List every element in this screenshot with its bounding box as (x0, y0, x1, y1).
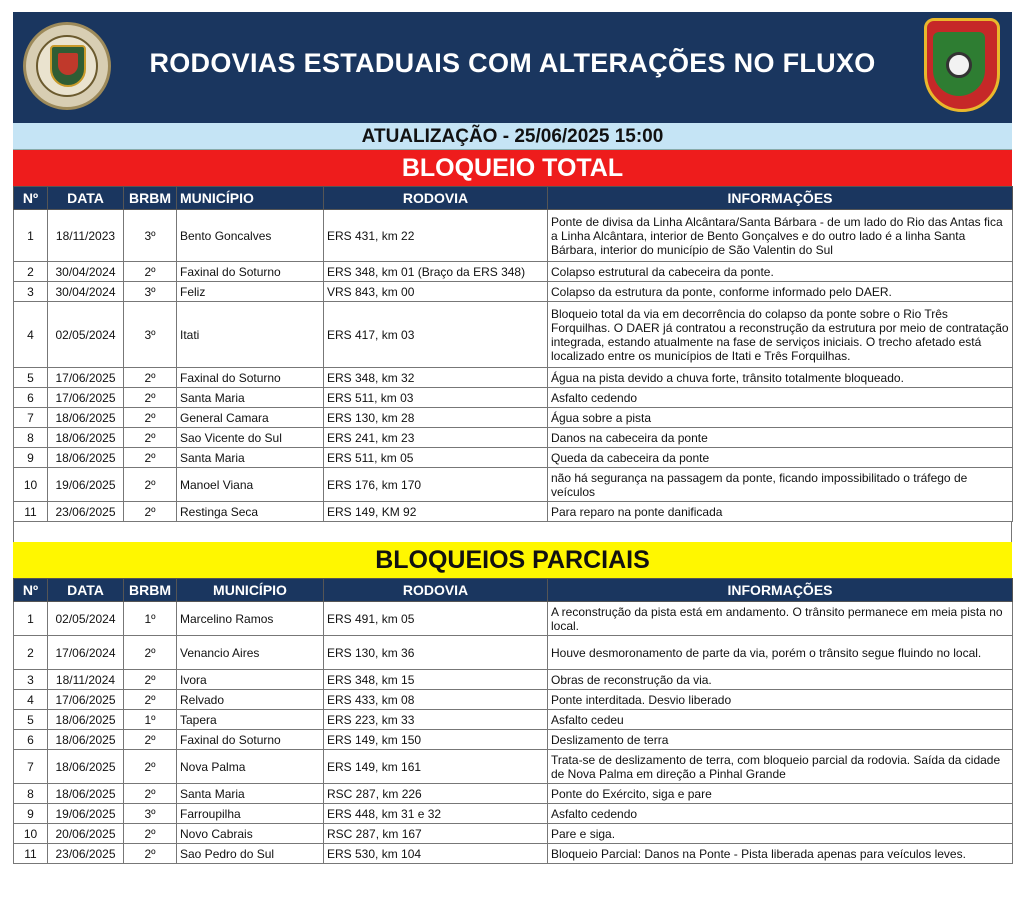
table-row (14, 670, 1013, 690)
row-info: Obras de reconstrução da via. (548, 670, 1013, 690)
table-row (14, 388, 1013, 408)
row-highway: ERS 348, km 01 (Braço da ERS 348) (324, 262, 548, 282)
table-header-row (14, 579, 1013, 602)
col-header-municipality: MUNICÍPIO (177, 579, 324, 602)
row-municipality: Relvado (177, 690, 324, 710)
row-date: 19/06/2025 (48, 468, 124, 502)
row-brbm: 2º (124, 636, 177, 670)
row-brbm: 2º (124, 824, 177, 844)
row-info: Queda da cabeceira da ponte (548, 448, 1013, 468)
col-header-number: Nº (14, 187, 48, 210)
row-number: 2 (14, 262, 48, 282)
row-brbm: 2º (124, 262, 177, 282)
row-municipality: Venancio Aires (177, 636, 324, 670)
row-brbm: 2º (124, 368, 177, 388)
row-info: Trata-se de deslizamento de terra, com bloqueio parcial da rodovia. Saída da cidade de Nova Palma em direção a Pinhal Grande (548, 750, 1013, 784)
table-row (14, 468, 1013, 502)
row-number: 3 (14, 670, 48, 690)
row-highway: ERS 149, km 161 (324, 750, 548, 784)
table-row (14, 302, 1013, 368)
table-row (14, 636, 1013, 670)
row-brbm: 2º (124, 468, 177, 502)
row-number: 8 (14, 784, 48, 804)
row-date: 17/06/2024 (48, 636, 124, 670)
row-brbm: 2º (124, 690, 177, 710)
row-highway: ERS 130, km 28 (324, 408, 548, 428)
row-info: Ponte do Exército, siga e pare (548, 784, 1013, 804)
row-brbm: 2º (124, 408, 177, 428)
row-highway: ERS 491, km 05 (324, 602, 548, 636)
table-row (14, 448, 1013, 468)
update-timestamp: ATUALIZAÇÃO - 25/06/2025 15:00 (13, 123, 1012, 150)
row-brbm: 3º (124, 210, 177, 262)
row-info: Bloqueio Parcial: Danos na Ponte - Pista liberada apenas para veículos leves. (548, 844, 1013, 864)
row-municipality: Marcelino Ramos (177, 602, 324, 636)
row-date: 23/06/2025 (48, 502, 124, 522)
row-brbm: 1º (124, 710, 177, 730)
row-highway: ERS 530, km 104 (324, 844, 548, 864)
row-number: 1 (14, 210, 48, 262)
row-date: 18/11/2023 (48, 210, 124, 262)
row-highway: ERS 511, km 03 (324, 388, 548, 408)
row-number: 8 (14, 428, 48, 448)
col-header-highway: RODOVIA (324, 579, 548, 602)
row-date: 17/06/2025 (48, 690, 124, 710)
row-number: 6 (14, 388, 48, 408)
row-info: Colapso estrutural da cabeceira da ponte. (548, 262, 1013, 282)
table-row (14, 824, 1013, 844)
table-row (14, 804, 1013, 824)
row-municipality: Sao Pedro do Sul (177, 844, 324, 864)
row-municipality: Ivora (177, 670, 324, 690)
row-number: 2 (14, 636, 48, 670)
row-number: 5 (14, 710, 48, 730)
row-date: 30/04/2024 (48, 262, 124, 282)
header-banner (13, 12, 1012, 123)
row-number: 10 (14, 468, 48, 502)
row-date: 18/11/2024 (48, 670, 124, 690)
row-number: 10 (14, 824, 48, 844)
row-number: 4 (14, 302, 48, 368)
table-header-row (14, 187, 1013, 210)
row-brbm: 2º (124, 670, 177, 690)
row-highway: ERS 223, km 33 (324, 710, 548, 730)
row-info: Houve desmoronamento de parte da via, porém o trânsito segue fluindo no local. (548, 636, 1013, 670)
bulletin-sheet (13, 12, 1012, 864)
row-highway: VRS 843, km 00 (324, 282, 548, 302)
row-highway: RSC 287, km 167 (324, 824, 548, 844)
row-info: Água na pista devido a chuva forte, trânsito totalmente bloqueado. (548, 368, 1013, 388)
row-highway: ERS 149, KM 92 (324, 502, 548, 522)
row-date: 02/05/2024 (48, 602, 124, 636)
row-municipality: Novo Cabrais (177, 824, 324, 844)
row-municipality: Farroupilha (177, 804, 324, 824)
row-brbm: 2º (124, 784, 177, 804)
table-row (14, 502, 1013, 522)
row-date: 18/06/2025 (48, 784, 124, 804)
table-row (14, 210, 1013, 262)
row-highway: ERS 176, km 170 (324, 468, 548, 502)
row-municipality: Faxinal do Soturno (177, 368, 324, 388)
row-municipality: Santa Maria (177, 784, 324, 804)
row-info: Pare e siga. (548, 824, 1013, 844)
row-municipality: Manoel Viana (177, 468, 324, 502)
row-date: 30/04/2024 (48, 282, 124, 302)
row-brbm: 1º (124, 602, 177, 636)
table-row (14, 750, 1013, 784)
section-heading-partial: BLOQUEIOS PARCIAIS (13, 542, 1012, 578)
col-header-municipality: MUNICÍPIO (177, 187, 324, 210)
row-municipality: Sao Vicente do Sul (177, 428, 324, 448)
col-header-highway: RODOVIA (324, 187, 548, 210)
row-brbm: 2º (124, 428, 177, 448)
row-municipality: Restinga Seca (177, 502, 324, 522)
row-info: Ponte interditada. Desvio liberado (548, 690, 1013, 710)
row-date: 18/06/2025 (48, 448, 124, 468)
row-info: Bloqueio total da via em decorrência do colapso da ponte sobre o Rio Três Forquilhas. O DAER já contratou a reconstrução da estrutura por meio de contratação integrada, estando atualmente na fase de serviços iniciais. O trecho afetado está localizado entre os municípios de Itati e Três Forquilhas. (548, 302, 1013, 368)
row-highway: ERS 431, km 22 (324, 210, 548, 262)
row-highway: ERS 417, km 03 (324, 302, 548, 368)
row-brbm: 2º (124, 448, 177, 468)
row-highway: ERS 448, km 31 e 32 (324, 804, 548, 824)
row-date: 19/06/2025 (48, 804, 124, 824)
row-date: 17/06/2025 (48, 368, 124, 388)
section-heading-total: BLOQUEIO TOTAL (13, 150, 1012, 186)
table-row (14, 262, 1013, 282)
col-header-brbm: BRBM (124, 579, 177, 602)
row-municipality: Santa Maria (177, 448, 324, 468)
row-municipality: Tapera (177, 710, 324, 730)
row-brbm: 2º (124, 750, 177, 784)
col-header-date: DATA (48, 187, 124, 210)
row-info: Deslizamento de terra (548, 730, 1013, 750)
row-date: 20/06/2025 (48, 824, 124, 844)
row-number: 7 (14, 750, 48, 784)
total-block-table (13, 186, 1013, 522)
table-row (14, 368, 1013, 388)
page-title: RODOVIAS ESTADUAIS COM ALTERAÇÕES NO FLUXO (149, 48, 876, 78)
row-date: 18/06/2025 (48, 408, 124, 428)
row-info: Asfalto cedendo (548, 388, 1013, 408)
row-number: 1 (14, 602, 48, 636)
table-row (14, 710, 1013, 730)
col-header-info: INFORMAÇÕES (548, 579, 1013, 602)
row-date: 23/06/2025 (48, 844, 124, 864)
row-municipality: Bento Goncalves (177, 210, 324, 262)
row-highway: ERS 433, km 08 (324, 690, 548, 710)
row-highway: ERS 348, km 32 (324, 368, 548, 388)
row-brbm: 2º (124, 844, 177, 864)
row-municipality: Nova Palma (177, 750, 324, 784)
table-row (14, 690, 1013, 710)
row-highway: ERS 241, km 23 (324, 428, 548, 448)
row-brbm: 2º (124, 388, 177, 408)
table-row (14, 602, 1013, 636)
row-municipality: Faxinal do Soturno (177, 730, 324, 750)
row-number: 11 (14, 844, 48, 864)
row-date: 02/05/2024 (48, 302, 124, 368)
row-highway: ERS 130, km 36 (324, 636, 548, 670)
row-number: 9 (14, 804, 48, 824)
row-info: Ponte de divisa da Linha Alcântara/Santa Bárbara - de um lado do Rio das Antas fica a Linha Alcântara, interior de Bento Gonçalves e do outro lado é a linha Santa Bárbara, interior do município de São Valentin do Sul (548, 210, 1013, 262)
row-highway: ERS 348, km 15 (324, 670, 548, 690)
partial-block-table (13, 578, 1013, 864)
row-date: 18/06/2025 (48, 428, 124, 448)
row-date: 18/06/2025 (48, 710, 124, 730)
row-info: Colapso da estrutura da ponte, conforme informado pelo DAER. (548, 282, 1013, 302)
row-highway: RSC 287, km 226 (324, 784, 548, 804)
table-row (14, 784, 1013, 804)
row-brbm: 3º (124, 804, 177, 824)
row-number: 7 (14, 408, 48, 428)
table-row (14, 282, 1013, 302)
col-header-date: DATA (48, 579, 124, 602)
row-info: Água sobre a pista (548, 408, 1013, 428)
table-row (14, 428, 1013, 448)
row-date: 18/06/2025 (48, 730, 124, 750)
row-municipality: General Camara (177, 408, 324, 428)
row-info: Danos na cabeceira da ponte (548, 428, 1013, 448)
row-brbm: 3º (124, 302, 177, 368)
row-date: 18/06/2025 (48, 750, 124, 784)
row-number: 5 (14, 368, 48, 388)
row-info: não há segurança na passagem da ponte, ficando impossibilitado o tráfego de veículos (548, 468, 1013, 502)
row-info: Para reparo na ponte danificada (548, 502, 1013, 522)
row-brbm: 2º (124, 730, 177, 750)
row-municipality: Itati (177, 302, 324, 368)
row-number: 4 (14, 690, 48, 710)
comando-rodoviario-badge-icon (924, 18, 1000, 114)
row-info: Asfalto cedeu (548, 710, 1013, 730)
table-row (14, 730, 1013, 750)
row-highway: ERS 149, km 150 (324, 730, 548, 750)
section-spacer (13, 522, 1012, 542)
row-number: 11 (14, 502, 48, 522)
row-brbm: 2º (124, 502, 177, 522)
col-header-number: Nº (14, 579, 48, 602)
row-number: 9 (14, 448, 48, 468)
col-header-info: INFORMAÇÕES (548, 187, 1013, 210)
row-info: Asfalto cedendo (548, 804, 1013, 824)
row-highway: ERS 511, km 05 (324, 448, 548, 468)
row-municipality: Faxinal do Soturno (177, 262, 324, 282)
row-number: 6 (14, 730, 48, 750)
row-municipality: Feliz (177, 282, 324, 302)
table-row (14, 844, 1013, 864)
row-number: 3 (14, 282, 48, 302)
row-brbm: 3º (124, 282, 177, 302)
row-date: 17/06/2025 (48, 388, 124, 408)
col-header-brbm: BRBM (124, 187, 177, 210)
table-row (14, 408, 1013, 428)
row-info: A reconstrução da pista está em andamento. O trânsito permanece em meia pista no local. (548, 602, 1013, 636)
row-municipality: Santa Maria (177, 388, 324, 408)
